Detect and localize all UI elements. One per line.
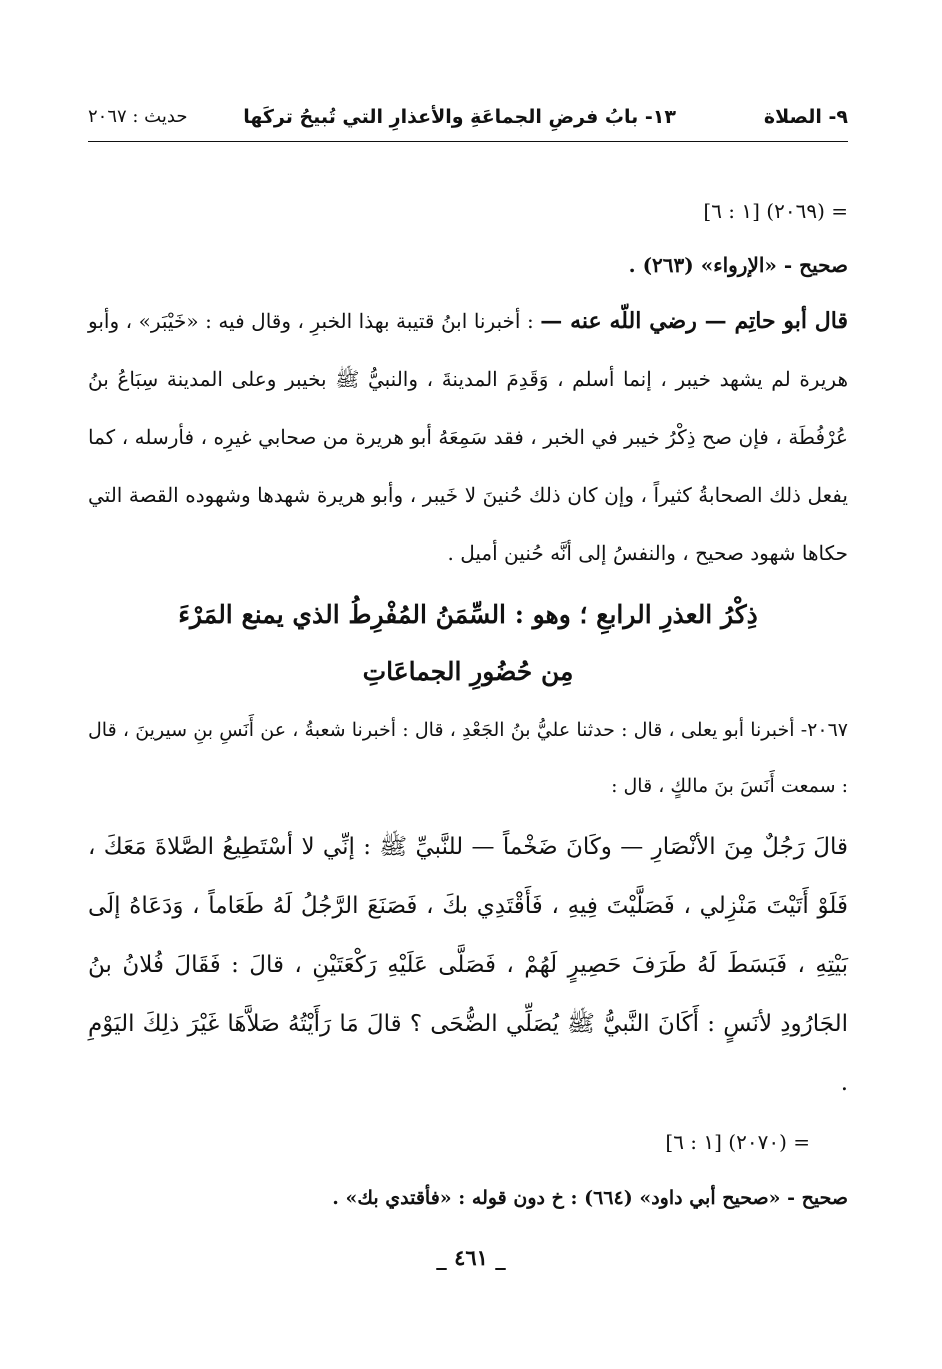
commentary-paragraph [88,292,848,582]
chapter-heading-line-1: ذِكْرُ العذرِ الرابعِ ؛ وهو : السِّمَنُ المُفْرِطُ الذي يمنع المَرْءَ [178,600,758,629]
hadith-cross-reference: = (٢٠٧٠) [١ : ٦] [665,1130,810,1154]
running-header [88,100,848,140]
page-number: _ ٤٦١ _ [436,1245,506,1270]
hadith-grading-note: صحيح - «صحيح أبي داود» (٦٦٤) : خ دون قوله : «فأقتدي بك» . [332,1187,848,1209]
cross-reference: = (٢٠٦٩) [١ : ٦] [703,199,848,223]
chapter-heading-line-2: مِن حُضُورِ الجماعَاتِ [362,657,574,686]
hadith-number-label: حديث : ٢٠٦٧ [88,106,188,127]
grading-note: صحيح - «الإرواء» (٢٦٣) . [628,253,848,277]
commentary-text: : أخبرنا ابنُ قتيبة بهذا الخبرِ ، وقال فيه : «خَيْبَر» ، وأبو هريرة لم يشهد خيبر ، إنما أسلم ، وَقَدِمَ المدينةَ ، والنبيُّ ﷺ بخيبر وعلى المدينة سِبَاعُ بنُ عُرْفُطَة ، فإن صح ذِكْرُ خيبر في الخبر ، فقد سَمِعَهُ أبو هريرة من صحابي غيرِه ، فأرسله ، كما يفعل ذلك الصحابةُ كثيراً ، وإن كان ذلك حُنينَ لا خَيبر ، وأبو هريرة شهدها وشهوده القصة التي حكاها شهود صحيح ، والنفسُ إلى أنَّه حُنين أميل . [88,309,848,565]
hadith-isnad: ٢٠٦٧- أخبرنا أبو يعلى ، قال : حدثنا عليُّ بنُ الجَعْدِ ، قال : أخبرنا شعبةُ ، عن أَنَسِ بنِ سيرينَ ، قال : سمعت أَنَسَ بنَ مالكٍ ، قال : [88,719,848,797]
page-content [88,184,848,1225]
header-divider [88,141,848,142]
chapter-title: ٩- الصلاة [763,106,848,128]
hadith-matn: قالَ رَجُلٌ مِنَ الأنْصَارِ — وكَانَ ضَخْماً — للنَّبيِّ ﷺ : إنِّي لا أسْتَطِيعُ الصَّلاةَ مَعَكَ ، فَلَوْ أَتَيْتَ مَنْزِلي ، فَصَلَّيْتَ فِيهِ ، فَأَقْتَدِي بكَ ، فَصَنَعَ الرَّجُلُ لَهُ طَعَاماً ، وَدَعَاهُ إلَى بَيْتِهِ ، فَبَسَطَ لَهُ طَرَفَ حَصِيرٍ لَهُمْ ، فَصَلَّى عَلَيْهِ رَكْعَتَيْنِ ، قالَ : فَقَالَ فُلانُ بنُ الجَارُودِ لأنَسٍ : أَكَانَ النَّبيُّ ﷺ يُصَلِّي الضُّحَى ؟ قالَ مَا رَأَيْتُهُ صَلاَّهَا غَيْرَ ذلِكَ اليَوْمِ . [88,834,848,1096]
commentary-speaker: قال أبو حاتِم — رضي اللّه عنه — [540,308,849,334]
section-title: ١٣- بابُ فرضِ الجماعَةِ والأعذارِ التي تُبيحُ تركَها [243,106,676,128]
